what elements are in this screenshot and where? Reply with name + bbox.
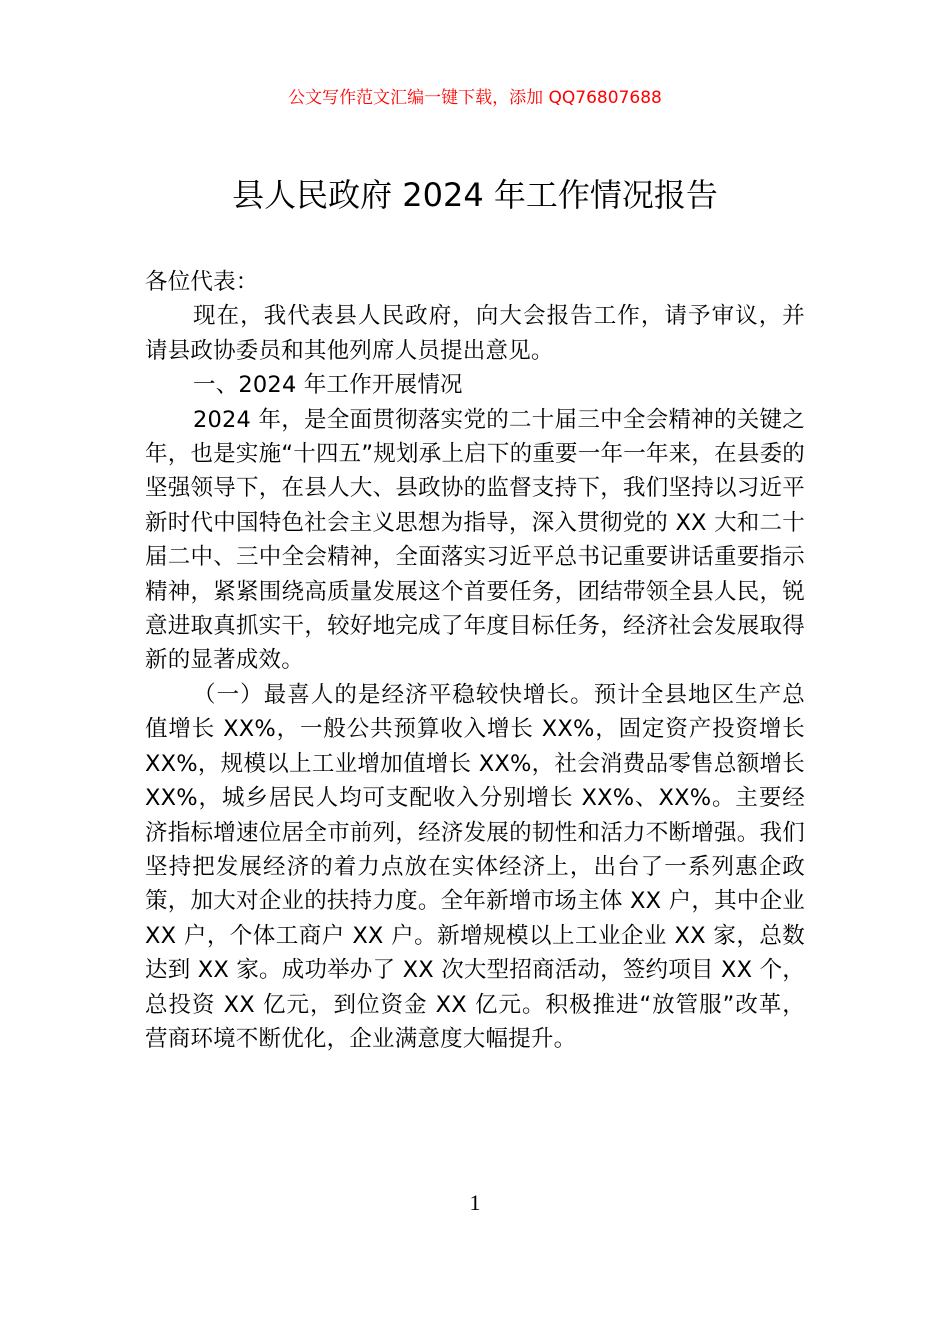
paragraph-intro: 现在，我代表县人民政府，向大会报告工作，请予审议，并请县政协委员和其他列席人员提出意见。 xyxy=(145,303,805,364)
paragraph-economy: （一）最喜人的是经济平稳较快增长。预计全县地区生产总值增长 XX%，一般公共预算收入增长 XX%，固定资产投资增长 XX%，规模以上工业增加值增长 XX%，社会消费品零售总额增长 XX%，城乡居民人均可支配收入分别增长 XX%、XX%。主要经济指标增速位居全市前列，经济发展的韧性和活力不断增强。我们坚持把发展经济的着力点放在实体经济上，出台了一系列惠企政策，加大对企业的扶持力度。全年新增市场主体 XX 户，其中企业 XX 户，个体工商户 XX 户。新增规模以上工业企业 XX 家，总数达到 XX 家。成功举办了 XX 次大型招商活动，签约项目 XX 个，总投资 XX 亿元，到位资金 XX 亿元。积极推进“放管服”改革，营商环境不断优化，企业满意度大幅提升。 xyxy=(145,681,805,1052)
document-title: 县人民政府 2024 年工作情况报告 xyxy=(232,176,718,214)
download-promo-note: 公文写作范文汇编一键下载，添加 QQ76807688 xyxy=(288,88,662,108)
document-body xyxy=(145,265,805,1056)
salutation: 各位代表： xyxy=(145,269,259,295)
section-heading: 一、2024 年工作开展情况 xyxy=(193,372,463,399)
page-number: 1 xyxy=(469,1190,481,1215)
paragraph-overview: 2024 年，是全面贯彻落实党的二十届三中全会精神的关键之年，也是实施“十四五”规划承上启下的重要一年一年来，在县委的坚强领导下，在县人大、县政协的监督支持下，我们坚持以习近平新时代中国特色社会主义思想为指导，深入贯彻党的 XX 大和二十届二中、三中全会精神，全面落实习近平总书记重要讲话重要指示精神，紧紧围绕高质量发展这个首要任务，团结带领全县人民，锐意进取真抓实干，较好地完成了年度目标任务，经济社会发展取得新的显著成效。 xyxy=(145,406,805,674)
